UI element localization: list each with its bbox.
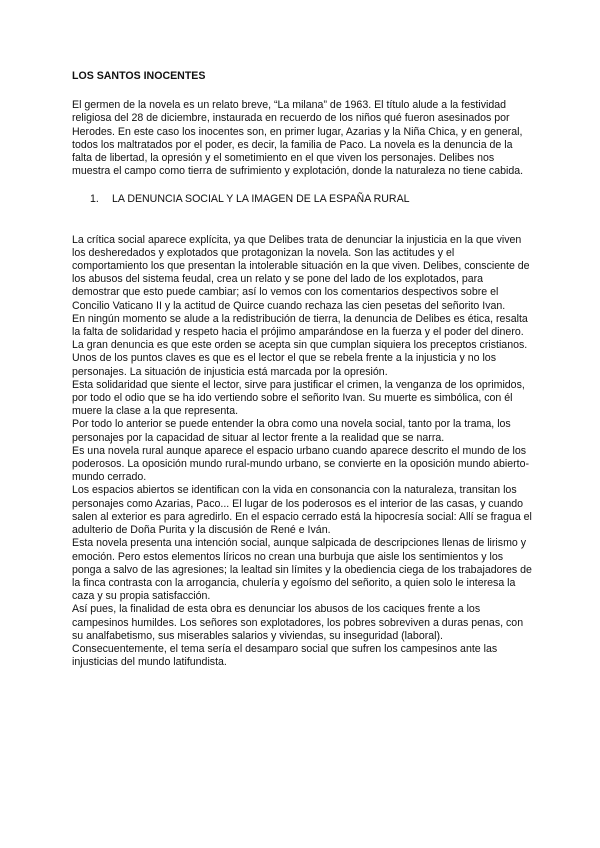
body-paragraph: Los espacios abiertos se identifican con la vida en consonancia con la naturaleza, transitan los personajes como Azarias, Paco... El lugar de los poderosos es el interior de las casas, y cuando salen al exterior es para agredirlo. En el espacio cerrado está la hipocresía social: Allí se fragua el adulterio de Doña Purita y la discusión de René e Iván. [72,484,532,537]
body-paragraph: Consecuentemente, el tema sería el desamparo social que sufren los campesinos ante las injusticias del mundo latifundista. [72,642,498,669]
document-title: LOS SANTOS INOCENTES [72,70,206,82]
section-heading [90,193,532,206]
body-paragraph: Unos de los puntos claves es que es el lector el que se rebela frente a la injusticia y no los personajes. La situación de injusticia está marcada por la opresión. [72,352,496,378]
document-page [72,70,532,669]
section-body [72,234,532,670]
body-paragraph: Esta solidaridad que siente el lector, sirve para justificar el crimen, la venganza de los oprimidos, por todo el odio que se ha ido vertiendo sobre el señorito Ivan. Su muerte es simbólica, con él muere la clase a la que representa. [72,378,525,418]
body-paragraph: Por todo lo anterior se puede entender la obra como una novela social, tanto por la trama, los personajes por la capacidad de situar al lector frente a la realidad que se narra. [72,418,511,444]
section-heading-text: LA DENUNCIA SOCIAL Y LA IMAGEN DE LA ESPAÑA RURAL [112,193,410,206]
section-number: 1. [90,193,99,206]
body-paragraph: Esta novela presenta una intención social, aunque salpicada de descripciones llenas de lirismo y emoción. Pero estos elementos líricos no crean una burbuja que aisle los sentimientos y los ponga a salvo de las agresiones; la lealtad sin límites y la obediencia ciega de los trabajadores de la finca contrasta con la arrogancia, chulería y egoísmo del señorito, a quien solo le interesa la caza y su propia satisfacción. [72,537,532,603]
intro-paragraph: El germen de la novela es un relato breve, “La milana” de 1963. El título alude a la festividad religiosa del 28 de diciembre, instaurada en recuerdo de los niños qué fueron asesinados por Herodes. En este caso los inocentes son, en primer lugar, Azarias y la Niña Chica, y en general, todos los maltratados por el poder, es decir, la familia de Paco. La novela es la denuncia de la falta de libertad, la opresión y el sometimiento en el que viven los personajes. Delibes nos muestra el campo como tierra de sufrimiento y explotación, donde la naturaleza no tiene cabida. [72,99,524,178]
body-paragraph: La crítica social aparece explícita, ya que Delibes trata de denunciar la injusticia en la que viven los desheredados y explotados que protagonizan la novela. Son las actitudes y el comportamiento los que presentan la intolerable situación en la que viven. Delibes, consciente de los abusos del sistema feudal, crea un relato y se pone del lado de los explotados, para demostrar que esto puede cambiar; así lo vemos con los comentarios despectivos sobre el Concilio Vaticano II y la actitud de Quirce cuando rechaza las cien pesetas del señorito Ivan. [72,233,530,312]
body-paragraph: Así pues, la finalidad de esta obra es denunciar los abusos de los caciques frente a los campesinos humildes. Los señores son explotadores, los pobres sobreviven a duras penas, con su analfabetismo, sus miserables salarios y viviendas, su inseguridad (laboral). [72,603,524,642]
body-paragraph: Es una novela rural aunque aparece el espacio urbano cuando aparece descrito el mundo de los poderosos. La oposición mundo rural-mundo urbano, se convierte en la oposición mundo abierto-mundo cerrado. [72,444,529,484]
body-paragraph: En ningún momento se alude a la redistribución de tierra, la denuncia de Delibes es ética, resalta la falta de solidaridad y respeto hacia el prójimo amparándose en la fuerza y el poder del dinero. La gran denuncia es que este orden se acepta sin que cumplan siquiera los preceptos cristianos. [72,312,528,352]
